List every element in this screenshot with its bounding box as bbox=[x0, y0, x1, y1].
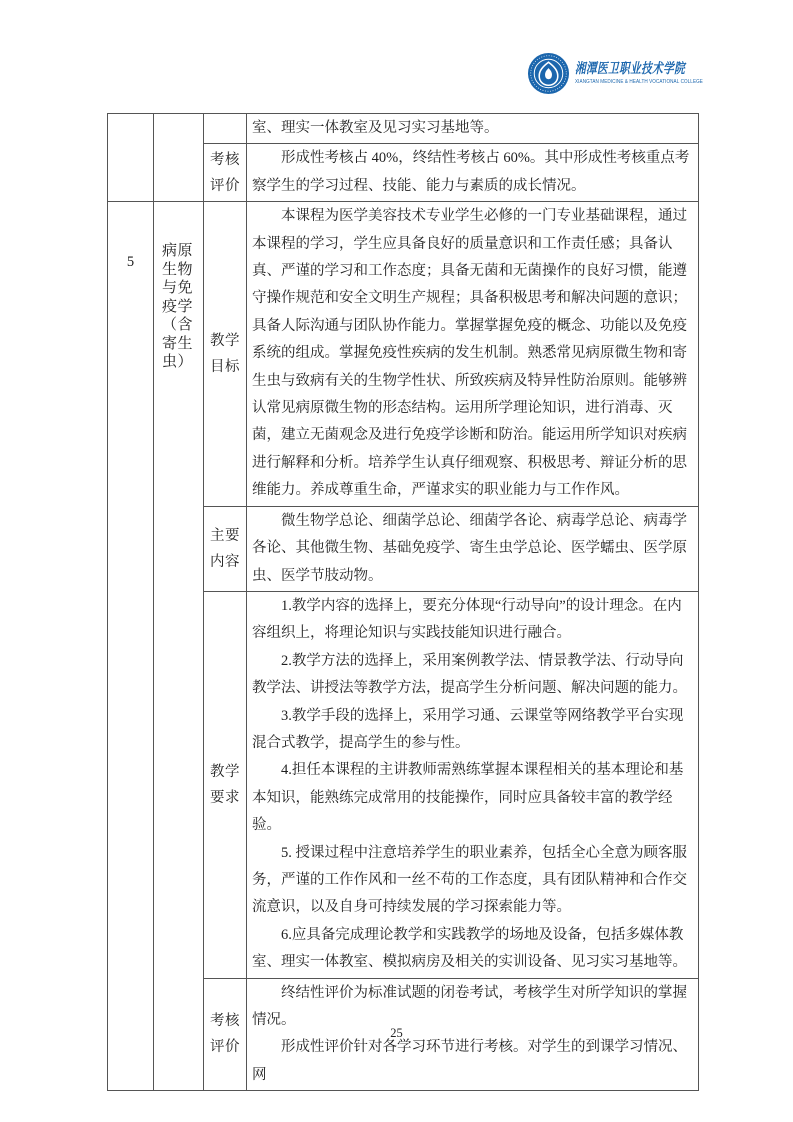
section-label-main-content: 主要内容 bbox=[204, 506, 247, 591]
course-seq: 5 bbox=[108, 202, 154, 1091]
paragraph: 4.担任本课程的主讲教师需熟练掌握本课程相关的基本理论和基本知识，能熟练完成常用的技能操作，同时应具备较丰富的教学经验。 bbox=[252, 762, 684, 834]
table-row bbox=[108, 202, 699, 506]
course-syllabus-table bbox=[107, 113, 699, 1091]
table-row bbox=[108, 114, 699, 144]
section-content-goals bbox=[247, 202, 699, 506]
college-emblem-icon bbox=[527, 52, 570, 95]
assessment-label: 考核评价 bbox=[204, 144, 247, 202]
course-name: 病原生物与免疫学（含寄生虫） bbox=[154, 202, 204, 1091]
section-label-assessment: 考核评价 bbox=[204, 978, 247, 1091]
paragraph: 终结性评价为标准试题的闭卷考试，考核学生对所学知识的掌握情况。 bbox=[252, 984, 687, 1028]
college-logo bbox=[527, 52, 705, 95]
paragraph: 1.教学内容的选择上，要充分体现“行动导向”的设计理念。在内容组织上，将理论知识与实践技能知识进行融合。 bbox=[252, 597, 682, 642]
section-label-goals: 教学目标 bbox=[204, 202, 247, 506]
course-name-cell-empty bbox=[154, 114, 204, 202]
paragraph: 3.教学手段的选择上，采用学习通、云课堂等网络教学平台实现混合式教学，提高学生的参与性。 bbox=[252, 707, 684, 751]
paragraph: 本课程为医学美容技术专业学生必修的一门专业基础课程，通过本课程的学习，学生应具备良好的质量意识和工作责任感；具备认真、严谨的学习和工作态度；具备无菌和无菌操作的良好习惯，能遵守操作规范和安全文明生产规程；具备积极思考和解决问题的意识；具备人际沟通与团队协作能力。掌握掌握免疫的概念、功能以及免疫系统的组成。掌握免疫性疾病的发生机制。熟悉常见病原微生物和寄生虫与致病有关的生物学性状、所致疾病及特异性防治原则。能够辨认常见病原微生物的形态结构。运用所学理论知识，进行消毒、灭菌，建立无菌观念及进行免疫学诊断和防治。能运用所学知识对疾病进行解释和分析。培养学生认真仔细观察、积极思考、辩证分析的思维能力。养成尊重生命，严谨求实的职业能力与工作作风。 bbox=[252, 208, 687, 499]
continuation-text: 室、理实一体教室及见习实习基地等。 bbox=[252, 120, 499, 136]
section-label-requirements: 教学要求 bbox=[204, 591, 247, 978]
assessment-text: 形成性考核占 40%，终结性考核占 60%。其中形成性考核重点考察学生的学习过程、技能、能力与素质的成长情况。 bbox=[252, 150, 690, 194]
continuation-content-cell bbox=[247, 114, 699, 144]
paragraph: 6.应具备完成理论教学和实践教学的场地及设备，包括多媒体教室、理实一体教室、模拟病房及相关的实训设备、见习实习基地等。 bbox=[252, 926, 687, 971]
seq-cell-empty bbox=[108, 114, 154, 202]
college-name-en: XIANGTAN MEDICINE & HEALTH VOCATIONAL COLLEGE bbox=[575, 79, 703, 85]
college-name-zh: 湘潭医卫职业技术学院 bbox=[575, 62, 686, 77]
paragraph: 2.教学方法的选择上，采用案例教学法、情景教学法、行动导向教学法、讲授法等教学方法，提高学生分析问题、解决问题的能力。 bbox=[252, 652, 687, 697]
section-content-main-content bbox=[247, 506, 699, 591]
assessment-content-cell bbox=[247, 144, 699, 202]
paragraph: 形成性评价针对各学习环节进行考核。对学生的到课学习情况、网 bbox=[252, 1039, 687, 1083]
page-number: 25 bbox=[390, 1026, 403, 1040]
paragraph: 微生物学总论、细菌学总论、细菌学各论、病毒学总论、病毒学各论、其他微生物、基础免疫学、寄生虫学总论、医学蠕虫、医学原虫、医学节肢动物。 bbox=[252, 512, 687, 584]
paragraph: 5. 授课过程中注意培养学生的职业素养，包括全心全意为顾客服务，严谨的工作作风和一丝不苟的工作态度，具有团队精神和合作交流意识，以及自身可持续发展的学习探索能力等。 bbox=[252, 844, 687, 916]
section-label-cell-empty bbox=[204, 114, 247, 144]
section-content-requirements bbox=[247, 591, 699, 978]
